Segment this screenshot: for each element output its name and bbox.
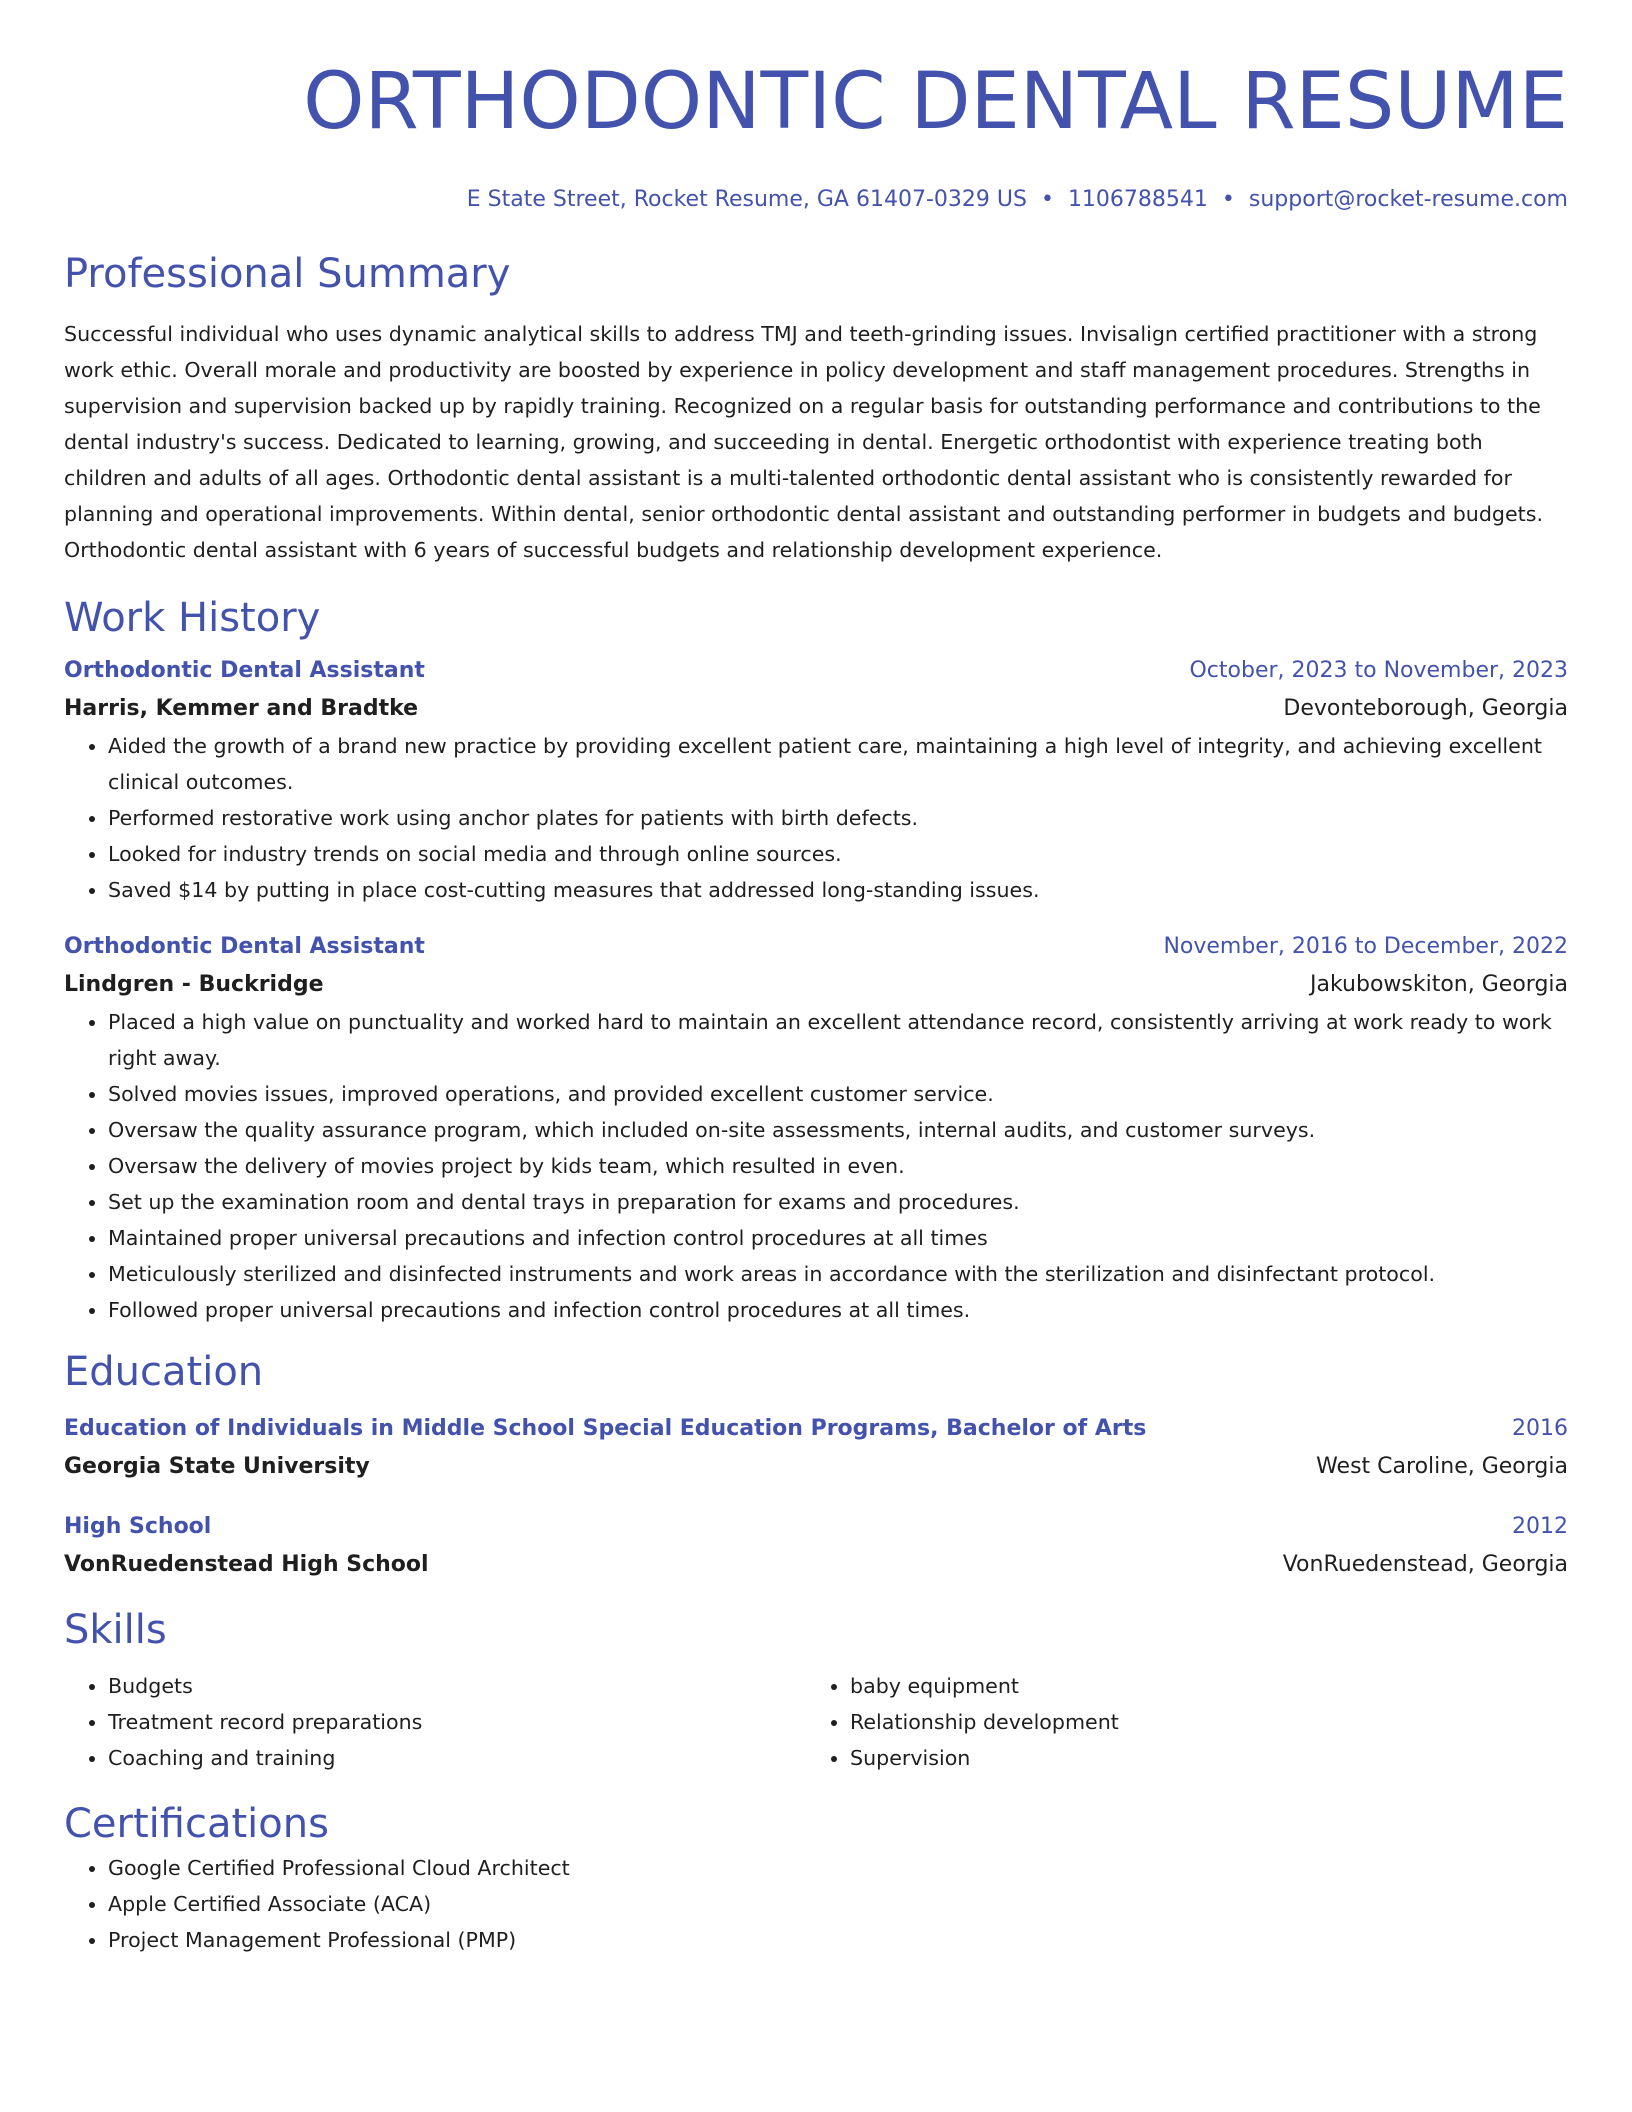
education-degree-row <box>64 1410 1568 1448</box>
job-entry <box>64 928 1568 1328</box>
job-title-row <box>64 928 1568 966</box>
skills-column-left <box>64 1668 806 1776</box>
education-entry <box>64 1410 1568 1486</box>
job-bullet: • Meticulously sterilized and disinfected instruments and work areas in accordance with the sterilization and disinfectant protocol. <box>108 1256 1568 1292</box>
job-entry <box>64 652 1568 908</box>
skill-item: • baby equipment <box>850 1668 1548 1704</box>
certifications-list <box>64 1850 1568 1958</box>
education-school-row <box>64 1546 1568 1584</box>
skill-item: • Relationship development <box>850 1704 1548 1740</box>
work-history-heading: Work History <box>64 595 321 641</box>
job-dates: November, 2016 to December, 2022 <box>1163 934 1568 959</box>
education-school: Georgia State University <box>64 1454 370 1479</box>
education-degree: Education of Individuals in Middle School Special Education Programs, Bachelor of Arts <box>64 1416 1147 1441</box>
education-degree-row <box>64 1508 1568 1546</box>
job-bullet: • Set up the examination room and dental trays in preparation for exams and procedures. <box>108 1184 1568 1220</box>
certification-item: • Google Certified Professional Cloud Architect <box>108 1850 1568 1886</box>
education-heading: Education <box>64 1349 264 1395</box>
job-bullet: • Followed proper universal precautions and infection control procedures at all times. <box>108 1292 1568 1328</box>
certification-item: • Apple Certified Associate (ACA) <box>108 1886 1568 1922</box>
contact-separator: • <box>1221 187 1235 212</box>
education-year: 2012 <box>1512 1514 1568 1539</box>
education-school: VonRuedenstead High School <box>64 1552 429 1577</box>
job-bullet: • Solved movies issues, improved operations, and provided excellent customer service. <box>108 1076 1568 1112</box>
education-degree: High School <box>64 1514 212 1539</box>
education-location: VonRuedenstead, Georgia <box>1282 1552 1568 1577</box>
contact-line <box>64 184 1568 216</box>
education-school-row <box>64 1448 1568 1486</box>
job-bullet: • Placed a high value on punctuality and worked hard to maintain an excellent attendance record, consistently arriving at work ready to work right away. <box>108 1004 1568 1076</box>
resume-page <box>64 0 1568 1958</box>
job-title: Orthodontic Dental Assistant <box>64 658 425 683</box>
contact-email[interactable]: support@rocket-resume.com <box>1248 187 1568 212</box>
job-bullet: • Aided the growth of a brand new practice by providing excellent patient care, maintaining a high level of integrity, and achieving excellent clinical outcomes. <box>108 728 1568 800</box>
job-company: Harris, Kemmer and Bradtke <box>64 696 419 721</box>
job-title-row <box>64 652 1568 690</box>
job-bullet: • Oversaw the delivery of movies project by kids team, which resulted in even. <box>108 1148 1568 1184</box>
skills-grid <box>64 1668 1568 1776</box>
summary-heading: Professional Summary <box>64 251 511 297</box>
education-location: West Caroline, Georgia <box>1316 1454 1568 1479</box>
job-location: Jakubowskiton, Georgia <box>1310 972 1568 997</box>
skill-item: • Coaching and training <box>108 1740 806 1776</box>
job-company-row <box>64 966 1568 1004</box>
job-bullet-list <box>64 1004 1568 1328</box>
education-year: 2016 <box>1512 1416 1568 1441</box>
certification-item: • Project Management Professional (PMP) <box>108 1922 1568 1958</box>
contact-address: E State Street, Rocket Resume, GA 61407-0329 US <box>466 187 1027 212</box>
job-company: Lindgren - Buckridge <box>64 972 324 997</box>
job-dates: October, 2023 to November, 2023 <box>1189 658 1568 683</box>
job-bullet: • Looked for industry trends on social media and through online sources. <box>108 836 1568 872</box>
skill-item: • Supervision <box>850 1740 1548 1776</box>
skill-item: • Treatment record preparations <box>108 1704 806 1740</box>
contact-phone: 1106788541 <box>1067 187 1208 212</box>
skills-column-right <box>806 1668 1548 1776</box>
job-location: Devonteborough, Georgia <box>1283 696 1568 721</box>
summary-text: Successful individual who uses dynamic analytical skills to address TMJ and teeth-grinding issues. Invisalign certified practitioner with a strong work ethic. Overall morale and productivity are boosted by experience in policy development and staff management procedures. Strengths in supervision and supervision backed up by rapidly training. Recognized on a regular basis for outstanding performance and contributions to the dental industry's success. Dedicated to learning, growing, and succeeding in dental. Energetic orthodontist with experience treating both children and adults of all ages. Orthodontic dental assistant is a multi-talented orthodontic dental assistant who is consistently rewarded for planning and operational improvements. Within dental, senior orthodontic dental assistant and outstanding performer in budgets and budgets. Orthodontic dental assistant with 6 years of successful budgets and relationship development experience. <box>64 322 1544 562</box>
skills-list <box>806 1668 1548 1776</box>
skill-item: • Budgets <box>108 1668 806 1704</box>
job-bullet: • Oversaw the quality assurance program, which included on-site assessments, internal audits, and customer surveys. <box>108 1112 1568 1148</box>
contact-separator: • <box>1040 187 1054 212</box>
certifications-heading: Certifications <box>64 1801 329 1847</box>
skills-heading: Skills <box>64 1607 167 1653</box>
education-entry <box>64 1508 1568 1584</box>
job-bullet: • Performed restorative work using anchor plates for patients with birth defects. <box>108 800 1568 836</box>
skills-list <box>64 1668 806 1776</box>
job-title: Orthodontic Dental Assistant <box>64 934 425 959</box>
job-bullet: • Saved $14 by putting in place cost-cutting measures that addressed long-standing issues. <box>108 872 1568 908</box>
job-bullet: • Maintained proper universal precautions and infection control procedures at all times <box>108 1220 1568 1256</box>
resume-title: ORTHODONTIC DENTAL RESUME <box>303 57 1568 147</box>
job-bullet-list <box>64 728 1568 908</box>
job-company-row <box>64 690 1568 728</box>
